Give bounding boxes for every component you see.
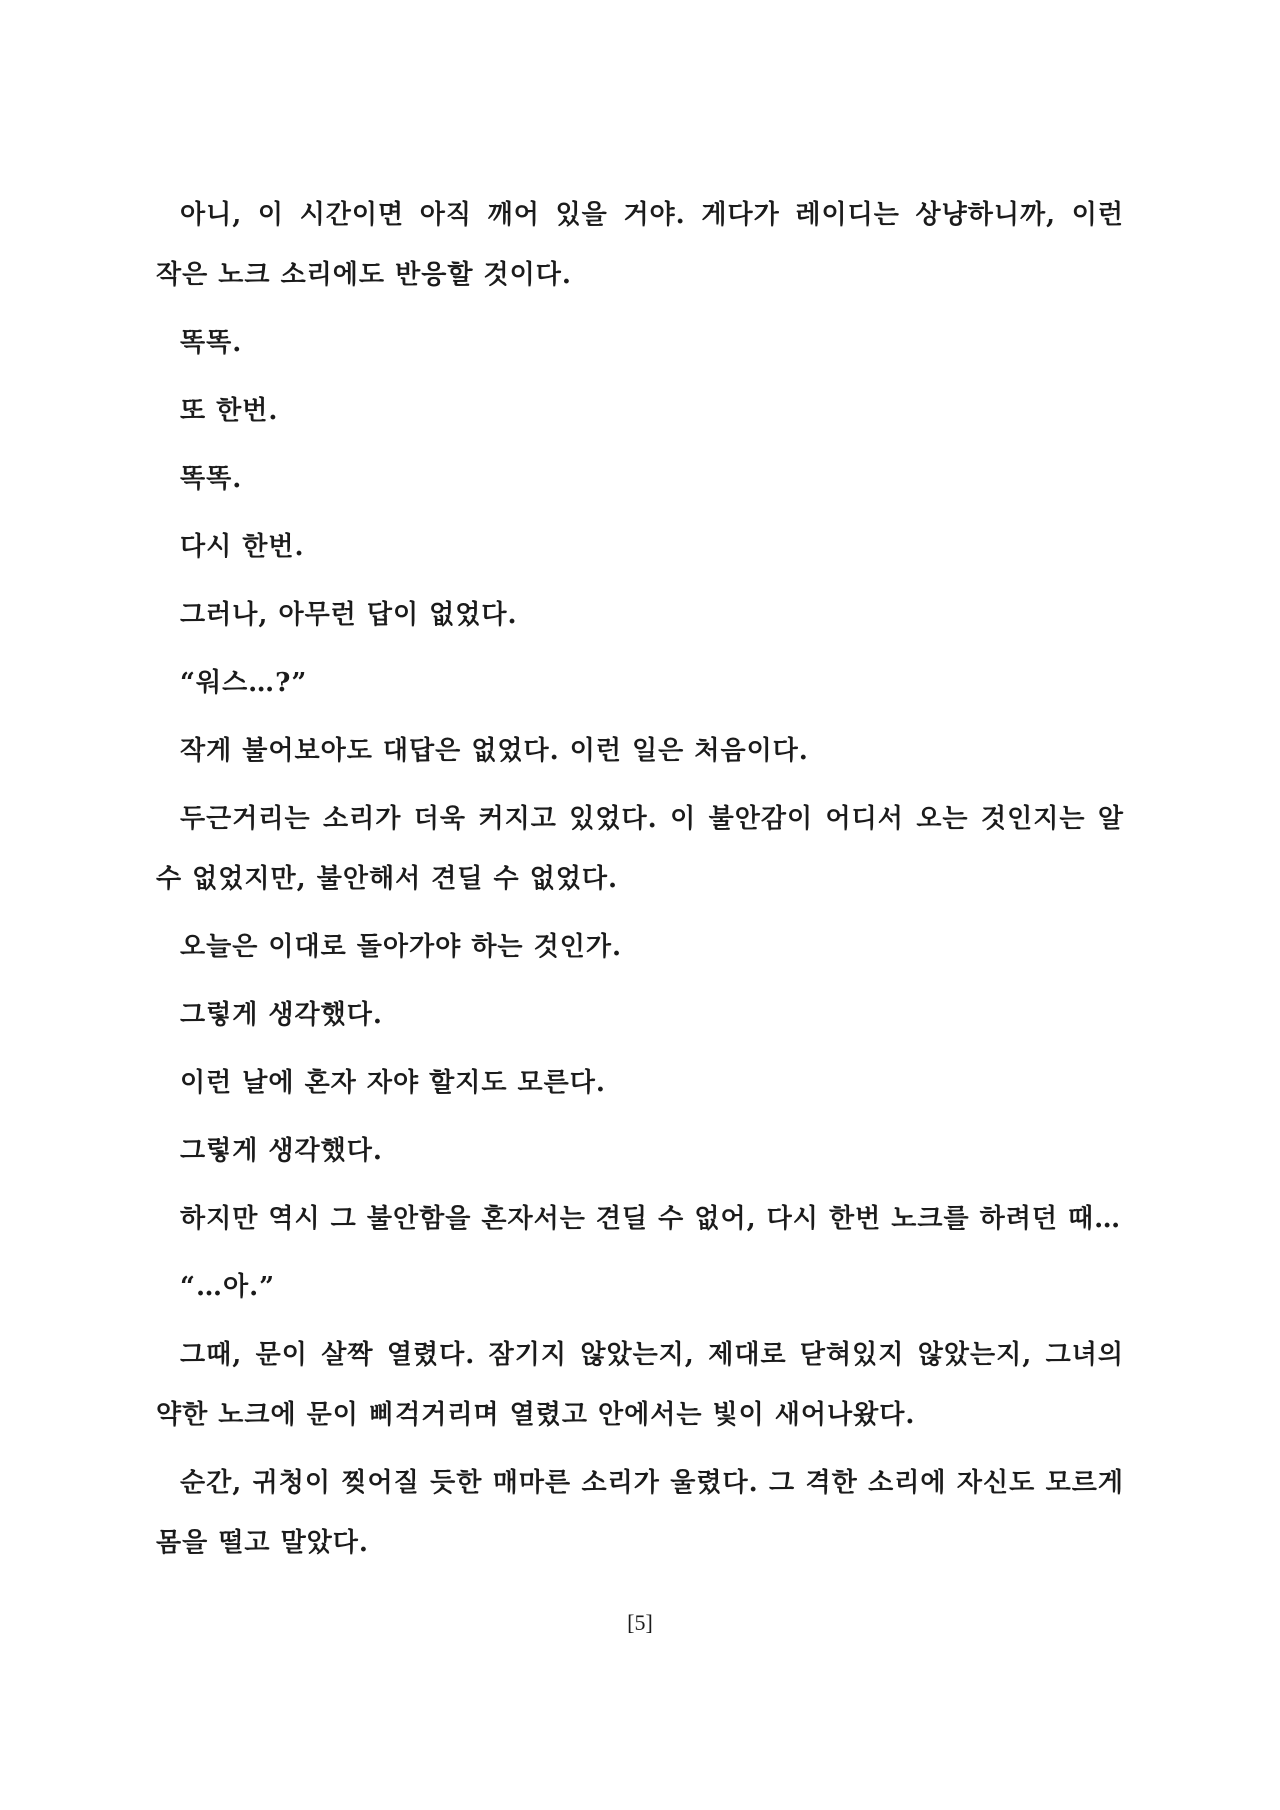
paragraph: 하지만 역시 그 불안함을 혼자서는 견딜 수 없어, 다시 한번 노크를 하려던 때… <box>180 1204 1122 1234</box>
paragraph: 그렇게 생각했다. <box>180 1000 383 1030</box>
paragraph: 다시 한번. <box>180 532 305 562</box>
paragraph: “…아.” <box>180 1272 276 1302</box>
body-text <box>156 185 1124 1581</box>
paragraph: 순간, 귀청이 찢어질 듯한 매마른 소리가 울렸다. 그 격한 소리에 자신도 모르게 몸을 떨고 말았다. <box>156 1468 1124 1558</box>
paragraph: 이런 날에 혼자 자야 할지도 모른다. <box>180 1068 606 1098</box>
paragraph: 또 한번. <box>180 396 279 426</box>
paragraph: 두근거리는 소리가 더욱 커지고 있었다. 이 불안감이 어디서 오는 것인지는 알 수 없었지만, 불안해서 견딜 수 없었다. <box>156 804 1124 894</box>
page-number: [5] <box>627 1610 653 1635</box>
paragraph: 똑똑. <box>180 464 243 494</box>
paragraph: 그때, 문이 살짝 열렸다. 잠기지 않았는지, 제대로 닫혀있지 않았는지, 그녀의 약한 노크에 문이 삐걱거리며 열렸고 안에서는 빛이 새어나왔다. <box>156 1340 1124 1430</box>
paragraph: 그러나, 아무런 답이 없었다. <box>180 600 518 630</box>
paragraph: 오늘은 이대로 돌아가야 하는 것인가. <box>180 932 622 962</box>
paragraph: “워스…?” <box>180 668 308 698</box>
paragraph: 똑똑. <box>180 328 243 358</box>
paragraph: 작게 불어보아도 대답은 없었다. 이런 일은 처음이다. <box>180 736 809 766</box>
paragraph: 그렇게 생각했다. <box>180 1136 383 1166</box>
paragraph: 아니, 이 시간이면 아직 깨어 있을 거야. 게다가 레이디는 상냥하니까, 이런 작은 노크 소리에도 반응할 것이다. <box>156 200 1124 290</box>
